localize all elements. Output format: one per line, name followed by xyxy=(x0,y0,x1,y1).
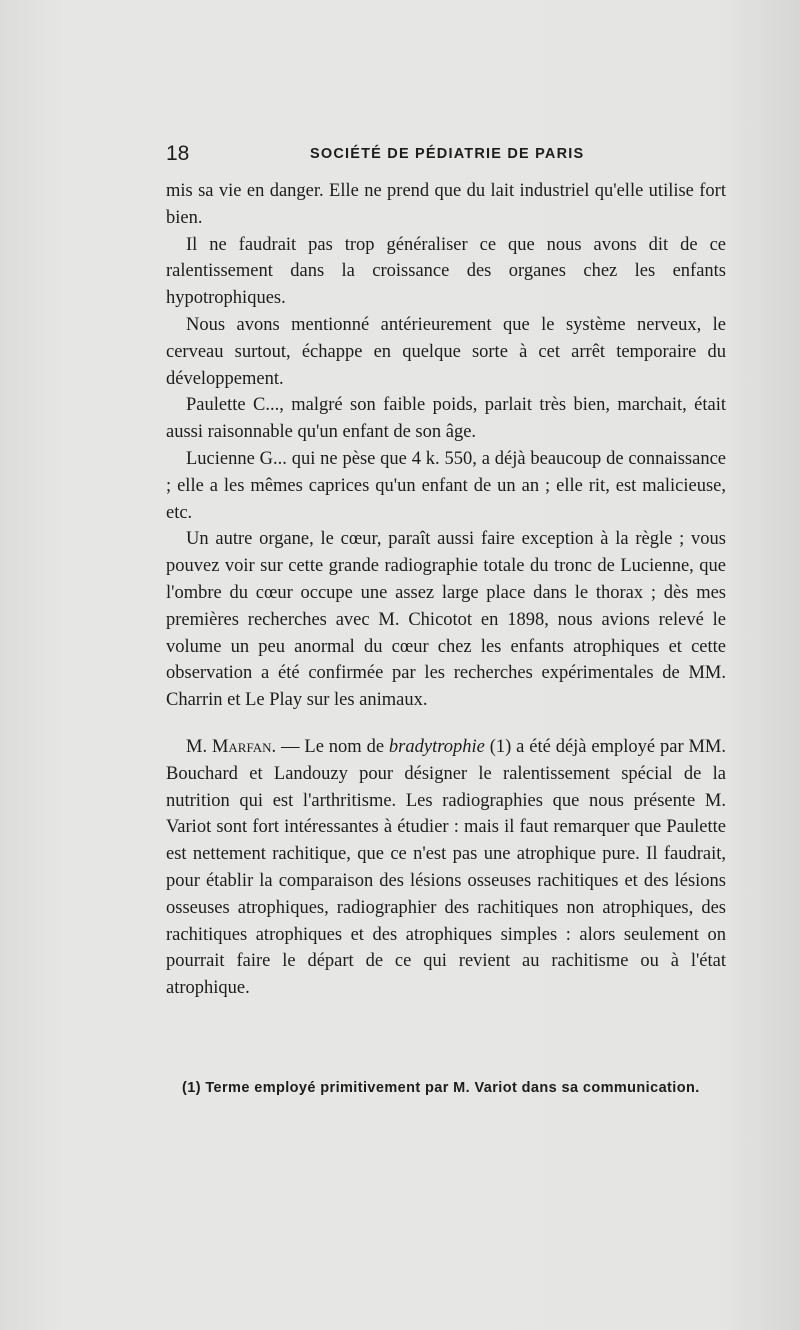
footnote: (1) Terme employé primitivement par M. Variot dans sa communication. xyxy=(182,1080,700,1096)
discussion-paragraph xyxy=(166,734,726,1002)
dash: — xyxy=(276,736,305,757)
paragraph: Lucienne G... qui ne pèse que 4 k. 550, a déjà beaucoup de connaissance ; elle a les mêmes caprices qu'un enfant de un an ; elle rit, est malicieuse, etc. xyxy=(166,448,726,523)
italic-term: bradytrophie xyxy=(388,736,485,757)
paragraph: Paulette C..., malgré son faible poids, parlait très bien, marchait, était aussi raisonnable qu'un enfant de son âge. xyxy=(166,395,726,443)
paragraph: Il ne faudrait pas trop généraliser ce que nous avons dit de ce ralentissement dans la croissance des organes chez les enfants hypotrophiques. xyxy=(166,234,726,309)
discussion-text-start: Le nom de xyxy=(304,736,389,757)
body-text xyxy=(166,178,726,1002)
page-header xyxy=(166,140,726,170)
paragraph: Un autre organe, le cœur, paraît aussi faire exception à la règle ; vous pouvez voir sur cette grande radiographie totale du tronc de Lucienne, que l'ombre du cœur occupe une assez large place dans le thorax ; dès mes premières recherches avec M. Chicotot en 1898, nous avions relevé le volume un peu anormal du cœur chez les enfants atrophiques et cette observation a été confirmée par les recherches expérimentales de MM. Charrin et Le Play sur les animaux. xyxy=(166,529,726,711)
running-title: SOCIÉTÉ DE PÉDIATRIE DE PARIS xyxy=(310,146,585,162)
paragraph: Nous avons mentionné antérieurement que le système nerveux, le cerveau surtout, échappe en quelque sorte à cet arrêt temporaire du développement. xyxy=(166,314,726,389)
paragraph-continuation: mis sa vie en danger. Elle ne prend que du lait industriel qu'elle utilise fort bien. xyxy=(166,181,726,228)
discussion-text-rest: (1) a été déjà employé par MM. Bouchard et Landouzy pour désigner le ralentissement spécial de la nutrition qui est l'arthritisme. Les radiographies que nous présente M. Variot sont fort intéressantes à étudier : mais il faut remarquer que Paulette est nettement rachitique, que ce n'est pas une atrophique pure. Il faudrait, pour établir la comparaison des lésions osseuses rachitiques et des lésions osseuses atrophiques, radiographier des rachitiques non atrophiques, des rachitiques atrophiques et des atrophiques simples : alors seulement on pourrait faire le départ de ce qui revient au rachitisme ou à l'état atrophique. xyxy=(166,736,727,999)
speaker-name: M. Marfan. xyxy=(186,736,277,757)
page-number: 18 xyxy=(166,142,190,165)
